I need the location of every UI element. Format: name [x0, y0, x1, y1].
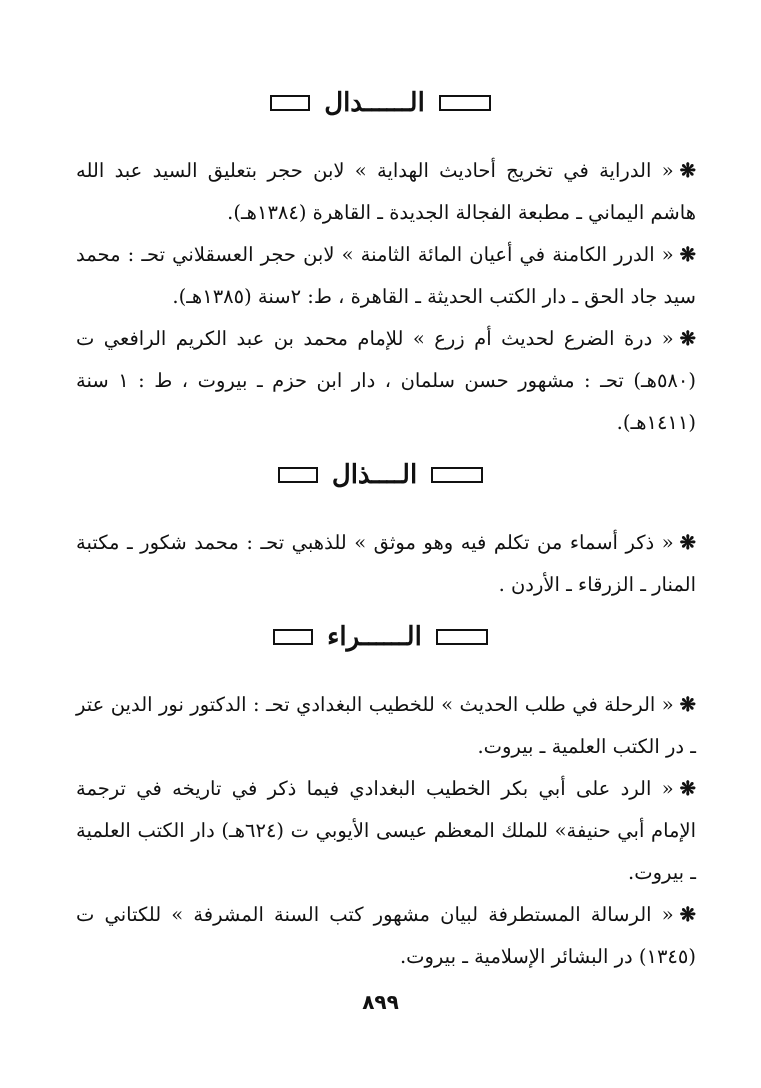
heading-box-right: [439, 95, 491, 111]
bullet-icon: ❋: [679, 903, 696, 926]
heading-box-left: [278, 467, 318, 483]
heading-box-right: [436, 629, 488, 645]
bullet-icon: ❋: [679, 159, 696, 182]
bullet-icon: ❋: [679, 777, 696, 800]
entry-rihlah: [76, 684, 696, 768]
entry-durrat-aldar: [76, 318, 696, 444]
entry-dirayah: [76, 150, 696, 234]
page-number: ٨٩٩: [362, 990, 399, 1014]
section-heading-dal: [0, 78, 761, 128]
heading-title: الــــــراء: [327, 622, 422, 652]
entry-text: « الرحلة في طلب الحديث » للخطيب البغدادي تحـ : الدكتور نور الدين عتر ـ در الكتب العلمية ـ بيروت.: [76, 693, 696, 758]
entry-dhikr-asma: [76, 522, 696, 606]
heading-box-left: [270, 95, 310, 111]
entry-text: « درة الضرع لحديث أم زرع » للإمام محمد بن عبد الكريم الرافعي ت (٥٨٠هـ) تحـ : مشهور حسن سلمان ، دار ابن حزم ـ بيروت ، ط : ١ سنة (١٤١١هـ).: [76, 327, 696, 434]
bullet-icon: ❋: [679, 531, 696, 554]
bullet-icon: ❋: [679, 693, 696, 716]
entry-text: « ذكر أسماء من تكلم فيه وهو موثق » للذهبي تحـ : محمد شكور ـ مكتبة المنار ـ الزرقاء ـ الأردن .: [76, 531, 696, 596]
heading-title: الــــــدال: [324, 88, 425, 118]
entry-durar: [76, 234, 696, 318]
entry-text: « الرسالة المستطرفة لبيان مشهور كتب السنة المشرفة » للكتاني ت (١٣٤٥) در البشائر الإسلامية ـ بيروت.: [76, 903, 696, 968]
heading-box-right: [431, 467, 483, 483]
bullet-icon: ❋: [679, 243, 696, 266]
entry-text: « الرد على أبي بكر الخطيب البغدادي فيما ذكر في تاريخه في ترجمة الإمام أبي حنيفة» للملك المعظم عيسى الأيوبي ت (٦٢٤هـ) دار الكتب العلمية ـ بيروت.: [76, 777, 697, 884]
section-heading-dhal: [0, 450, 761, 500]
heading-box-left: [273, 629, 313, 645]
entry-radd: [76, 768, 696, 894]
heading-title: الــــذال: [331, 460, 418, 490]
entry-text: « الدرر الكامنة في أعيان المائة الثامنة » لابن حجر العسقلاني تحـ : محمد سيد جاد الحق ـ دار الكتب الحديثة ـ القاهرة ، ط: ٢سنة (١٣٨٥هـ).: [76, 243, 696, 308]
entry-risalah: [76, 894, 696, 978]
section-heading-ra: [0, 612, 761, 662]
entry-text: « الدراية في تخريج أحاديث الهداية » لابن حجر بتعليق السيد عبد الله هاشم اليماني ـ مطبعة الفجالة الجديدة ـ القاهرة (١٣٨٤هـ).: [76, 159, 696, 224]
bullet-icon: ❋: [679, 327, 696, 350]
